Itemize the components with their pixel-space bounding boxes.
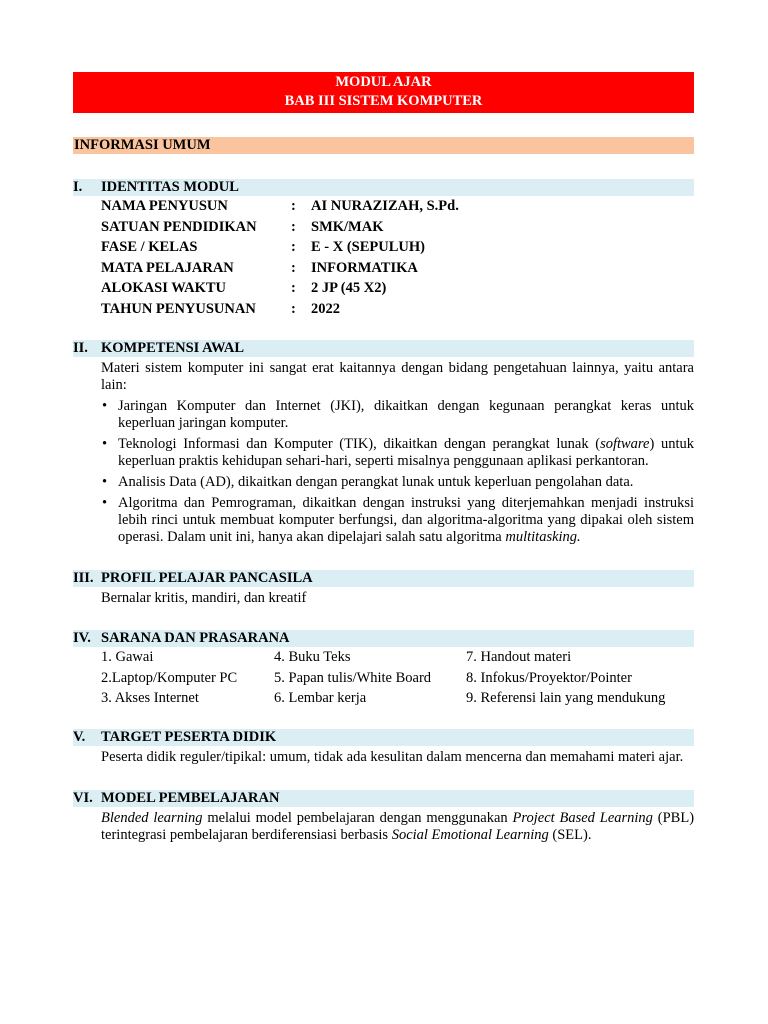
list-item bbox=[101, 398, 694, 432]
chapter-title: BAB III SISTEM KOMPUTER bbox=[284, 93, 483, 109]
identity-colon: : bbox=[291, 198, 296, 214]
identity-key: FASE / KELAS bbox=[101, 239, 198, 255]
identity-row bbox=[73, 217, 694, 238]
identity-colon: : bbox=[291, 280, 296, 296]
document-page bbox=[73, 72, 694, 844]
identity-colon: : bbox=[291, 239, 296, 255]
section-profil-pelajar-heading bbox=[73, 570, 694, 587]
identity-row bbox=[73, 196, 694, 217]
bullet-icon: • bbox=[102, 474, 108, 490]
list-item-text: Jaringan Komputer dan Internet (JKI), dikaitkan dengan kegunaan perangkat keras untuk keperluan jaringan komputer. bbox=[118, 398, 694, 431]
model-text-part: melalui model pembelajaran dengan menggunakan bbox=[202, 810, 513, 826]
model-emphasis: Blended learning bbox=[101, 810, 203, 826]
identity-row bbox=[73, 237, 694, 258]
list-item bbox=[101, 474, 694, 491]
list-item-text: Analisis Data (AD), dikaitkan dengan perangkat lunak untuk keperluan pengolahan data. bbox=[118, 474, 634, 490]
identity-row bbox=[73, 278, 694, 299]
section-kompetensi-awal-heading bbox=[73, 340, 694, 357]
identity-key: SATUAN PENDIDIKAN bbox=[101, 218, 257, 235]
list-item: 3. Akses Internet bbox=[101, 690, 199, 706]
bullet-icon: • bbox=[102, 398, 108, 414]
section-number: VI. bbox=[73, 790, 93, 806]
identity-value: INFORMATIKA bbox=[311, 259, 418, 276]
section-number: III. bbox=[73, 570, 94, 586]
list-item: 5. Papan tulis/White Board bbox=[274, 669, 432, 686]
section-model-pembelajaran-heading bbox=[73, 790, 694, 807]
identity-key: NAMA PENYUSUN bbox=[101, 198, 228, 214]
kompetensi-intro: Materi sistem komputer ini sangat erat kaitannya dengan bidang pengetahuan lainnya, yaitu antara lain: bbox=[101, 360, 694, 393]
identity-key: MATA PELAJARAN bbox=[101, 259, 234, 276]
list-item: 1. Gawai bbox=[101, 649, 154, 665]
list-item: 2.Laptop/Komputer PC bbox=[101, 669, 238, 686]
section-number: II. bbox=[73, 340, 88, 356]
model-emphasis: Project Based Learning bbox=[512, 810, 653, 826]
info-umum-heading: INFORMASI UMUM bbox=[73, 137, 694, 154]
list-item: 4. Buku Teks bbox=[274, 649, 351, 665]
target-text: Peserta didik reguler/tipikal: umum, tidak ada kesulitan dalam mencerna dan memahami materi ajar. bbox=[101, 749, 684, 765]
identity-key: ALOKASI WAKTU bbox=[101, 280, 227, 296]
section-title: KOMPETENSI AWAL bbox=[101, 340, 245, 356]
identity-value: 2022 bbox=[311, 300, 340, 317]
list-item-text: Teknologi Informasi dan Komputer (TIK), dikaitkan dengan perangkat lunak ( bbox=[118, 436, 601, 452]
section-title: PROFIL PELAJAR PANCASILA bbox=[101, 570, 313, 586]
section-title: SARANA DAN PRASARANA bbox=[101, 630, 290, 646]
list-item: 8. Infokus/Proyektor/Pointer bbox=[466, 669, 632, 686]
sarana-grid bbox=[101, 647, 694, 708]
section-target-peserta-heading bbox=[73, 729, 694, 746]
identity-value: AI NURAZIZAH, S.Pd. bbox=[311, 198, 459, 214]
bullet-icon: • bbox=[102, 495, 108, 511]
identity-value: E - X (SEPULUH) bbox=[311, 239, 425, 255]
model-text-part: (SEL). bbox=[548, 827, 592, 843]
list-item-text: ) untuk keperluan praktis kehidupan sehari-hari, seperti misalnya penggunaan aplikasi perkantoran. bbox=[118, 436, 694, 469]
identity-key: TAHUN PENYUSUNAN bbox=[101, 300, 256, 317]
list-item bbox=[101, 495, 694, 546]
section-identitas-modul-heading bbox=[73, 179, 694, 196]
identity-row bbox=[73, 258, 694, 279]
model-text-part: (PBL) terintegrasi pembelajaran berdiferensiasi berbasis bbox=[101, 810, 695, 843]
model-text bbox=[101, 810, 694, 844]
list-item-text: Algoritma dan Pemrograman, dikaitkan dengan instruksi yang diterjemahkan menjadi instruksi lebih rinci untuk membuat komputer berfungsi, dan algoritma-algoritma yang dipakai oleh sistem operasi. Dalam unit ini, hanya akan dipelajari salah satu algoritma bbox=[118, 495, 694, 545]
section-sarana-prasarana-heading bbox=[73, 630, 694, 647]
profil-text: Bernalar kritis, mandiri, dan kreatif bbox=[101, 590, 307, 606]
kompetensi-list bbox=[101, 398, 694, 546]
bullet-icon: • bbox=[102, 436, 108, 452]
identity-colon: : bbox=[291, 259, 296, 276]
identity-colon: : bbox=[291, 300, 296, 317]
list-item-emphasis: multitasking. bbox=[505, 529, 581, 545]
list-item: 9. Referensi lain yang mendukung bbox=[466, 690, 666, 706]
list-item: 7. Handout materi bbox=[466, 649, 572, 665]
section-title: IDENTITAS MODUL bbox=[101, 179, 239, 195]
module-title-banner bbox=[73, 72, 694, 113]
identity-value: SMK/MAK bbox=[311, 218, 384, 235]
section-number: IV. bbox=[73, 630, 91, 646]
identity-value: 2 JP (45 X2) bbox=[311, 280, 387, 296]
list-item bbox=[101, 436, 694, 470]
identity-colon: : bbox=[291, 218, 296, 235]
section-number: V. bbox=[73, 729, 86, 745]
section-title: TARGET PESERTA DIDIK bbox=[101, 729, 277, 745]
section-number: I. bbox=[73, 179, 83, 195]
list-item-emphasis: software bbox=[600, 436, 650, 452]
section-title: MODEL PEMBELAJARAN bbox=[101, 790, 280, 806]
model-emphasis: Social Emotional Learning bbox=[391, 827, 549, 843]
identity-table bbox=[73, 196, 694, 319]
list-item: 6. Lembar kerja bbox=[274, 690, 367, 706]
module-title: MODUL AJAR bbox=[335, 74, 432, 90]
identity-row bbox=[73, 299, 694, 320]
